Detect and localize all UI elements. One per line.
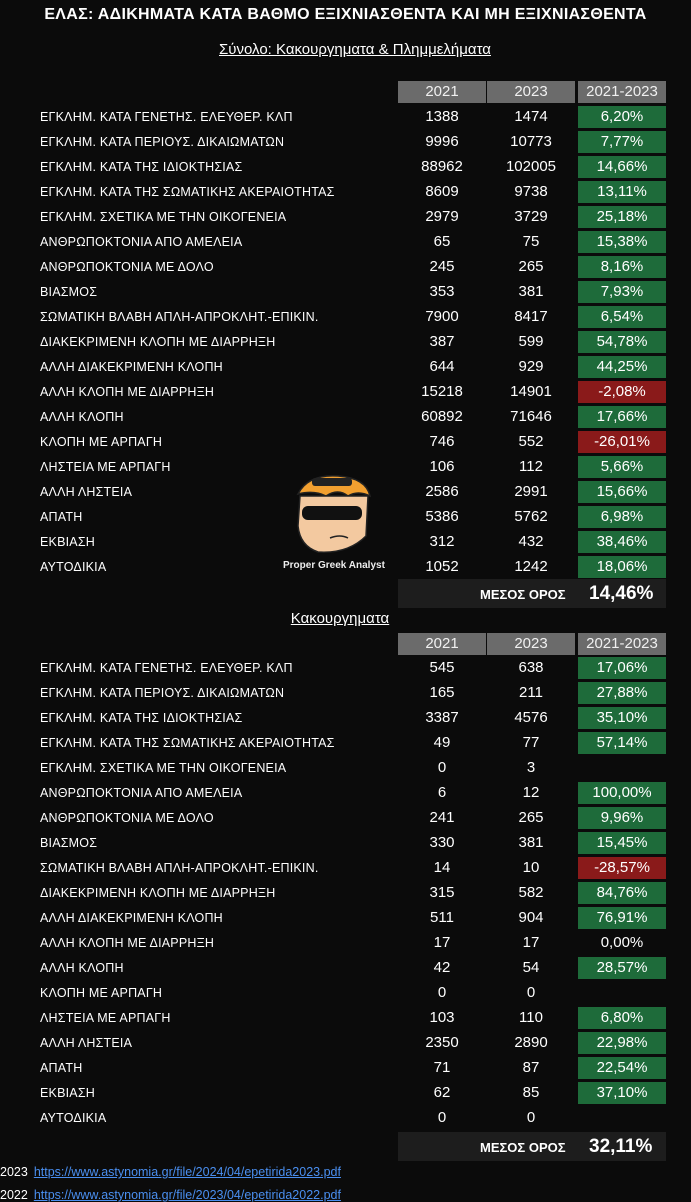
change-percent: 44,25% [578,356,666,378]
value-2021: 71 [433,1059,451,1076]
value-2023: 10773 [510,133,552,150]
value-2021: 241 [429,809,455,826]
value-2023: 77 [522,734,540,751]
change-percent: 6,54% [578,306,666,328]
row-label: ΑΛΛΗ ΛΗΣΤΕΙΑ [40,1036,133,1050]
value-2021: 312 [429,533,455,550]
value-2023: 87 [522,1059,540,1076]
value-2023: 102005 [505,158,557,175]
value-2023: 10 [522,859,540,876]
row-label: ΑΛΛΗ ΚΛΟΠΗ ΜΕ ΔΙΑΡΡΗΞΗ [40,385,215,399]
change-percent [578,1107,666,1129]
value-2023: 3729 [514,208,548,225]
value-2021: 545 [429,659,455,676]
change-percent: 15,38% [578,231,666,253]
row-label: ΑΝΘΡΩΠΟΚΤΟΝΙΑ ΜΕ ΔΟΛΟ [40,811,214,825]
value-2021: 746 [429,433,455,450]
value-2021: 245 [429,258,455,275]
row-label: ΕΓΚΛΗΜ. ΣΧΕΤΙΚΑ ΜΕ ΤΗΝ ΟΙΚΟΓΕΝΕΙΑ [40,761,287,775]
change-percent: 8,16% [578,256,666,278]
change-percent: 6,80% [578,1007,666,1029]
value-2023: 929 [518,358,544,375]
row-label: ΕΓΚΛΗΜ. ΚΑΤΑ ΤΗΣ ΣΩΜΑΤΙΚΗΣ ΑΚΕΡΑΙΟΤΗΤΑΣ [40,185,335,199]
value-2021: 644 [429,358,455,375]
source-link[interactable]: https://www.astynomia.gr/file/2024/04/epetirida2023.pdf [33,1165,341,1179]
row-label: ΑΛΛΗ ΚΛΟΠΗ [40,410,124,424]
value-2023: 552 [518,433,544,450]
change-percent: 14,66% [578,156,666,178]
value-2021: 42 [433,959,451,976]
value-2021: 0 [437,1109,447,1126]
column-header: 2021-2023 [578,633,666,655]
value-2021: 103 [429,1009,455,1026]
change-percent: 13,11% [578,181,666,203]
row-label: ΕΚΒΙΑΣΗ [40,1086,95,1100]
change-percent: 0,00% [600,934,644,951]
change-percent: 28,57% [578,957,666,979]
value-2021: 8609 [425,183,459,200]
value-2023: 71646 [510,408,552,425]
change-percent: 38,46% [578,531,666,553]
value-2021: 2350 [425,1034,459,1051]
column-header: 2021-2023 [578,81,666,103]
row-label: ΒΙΑΣΜΟΣ [40,836,98,850]
value-2023: 265 [518,809,544,826]
value-2021: 14 [433,859,451,876]
value-2023: 2991 [514,483,548,500]
value-2023: 599 [518,333,544,350]
change-percent: 76,91% [578,907,666,929]
value-2021: 60892 [421,408,463,425]
row-label: ΕΓΚΛΗΜ. ΚΑΤΑ ΓΕΝΕΤΗΣ. ΕΛΕΥΘΕΡ. ΚΛΠ [40,661,293,675]
value-2023: 110 [519,1009,543,1026]
change-percent: 25,18% [578,206,666,228]
row-label: ΑΝΘΡΩΠΟΚΤΟΝΙΑ ΜΕ ΔΟΛΟ [40,260,214,274]
row-label: ΕΓΚΛΗΜ. ΣΧΕΤΙΚΑ ΜΕ ΤΗΝ ΟΙΚΟΓΕΝΕΙΑ [40,210,287,224]
value-2021: 2979 [425,208,459,225]
change-percent: 6,20% [578,106,666,128]
change-percent: 17,66% [578,406,666,428]
value-2023: 5762 [514,508,548,525]
value-2021: 17 [433,934,451,951]
column-header: 2021 [398,81,486,103]
change-percent: 100,00% [578,782,666,804]
row-label: ΕΓΚΛΗΜ. ΚΑΤΑ ΓΕΝΕΤΗΣ. ΕΛΕΥΘΕΡ. ΚΛΠ [40,110,293,124]
row-label: ΑΥΤΟΔΙΚΙΑ [40,560,107,574]
value-2023: 85 [522,1084,540,1101]
value-2021: 2586 [425,483,459,500]
page-title: ΕΛΑΣ: ΑΔΙΚΗΜΑΤΑ ΚΑΤΑ ΒΑΘΜΟ ΕΞΙΧΝΙΑΣΘΕΝΤΑ ΚΑΙ ΜΗ ΕΞΙΧΝΙΑΣΘΕΝΤΑ [44,6,647,23]
value-2023: 1474 [514,108,548,125]
row-label: ΕΚΒΙΑΣΗ [40,535,95,549]
value-2023: 12 [522,784,540,801]
row-label: ΑΠΑΤΗ [40,510,83,524]
value-2023: 8417 [514,308,548,325]
value-2023: 582 [518,884,544,901]
row-label: ΑΛΛΗ ΔΙΑΚΕΚΡΙΜΕΝΗ ΚΛΟΠΗ [40,911,223,925]
value-2023: 9738 [514,183,548,200]
row-label: ΚΛΟΠΗ ΜΕ ΑΡΠΑΓΗ [40,986,163,1000]
value-2023: 17 [522,934,540,951]
value-2021: 165 [429,684,455,701]
row-label: ΑΝΘΡΩΠΟΚΤΟΝΙΑ ΑΠΟ ΑΜΕΛΕΙΑ [40,235,243,249]
value-2021: 62 [433,1084,451,1101]
value-2021: 6 [437,784,447,801]
row-label: ΕΓΚΛΗΜ. ΚΑΤΑ ΤΗΣ ΙΔΙΟΚΤΗΣΙΑΣ [40,160,243,174]
row-label: ΣΩΜΑΤΙΚΗ ΒΛΑΒΗ ΑΠΛΗ-ΑΠΡΟΚΛΗΤ.-ΕΠΙΚΙΝ. [40,310,319,324]
value-2021: 15218 [421,383,463,400]
value-2023: 0 [526,1109,536,1126]
value-2021: 7900 [425,308,459,325]
change-percent: 6,98% [578,506,666,528]
change-percent: 15,45% [578,832,666,854]
change-percent: 9,96% [578,807,666,829]
value-2023: 54 [522,959,540,976]
change-percent: 17,06% [578,657,666,679]
column-header: 2023 [487,633,575,655]
change-percent: 22,54% [578,1057,666,1079]
change-percent: -26,01% [578,431,666,453]
row-label: ΔΙΑΚΕΚΡΙΜΕΝΗ ΚΛΟΠΗ ΜΕ ΔΙΑΡΡΗΞΗ [40,886,276,900]
source-line [0,1165,341,1179]
value-2021: 88962 [421,158,463,175]
value-2023: 2890 [514,1034,548,1051]
change-percent: 22,98% [578,1032,666,1054]
change-percent: 5,66% [578,456,666,478]
value-2023: 211 [519,684,543,701]
column-header: 2023 [487,81,575,103]
value-2021: 511 [430,909,454,926]
value-2023: 381 [518,283,544,300]
value-2023: 265 [518,258,544,275]
value-2021: 1052 [425,558,459,575]
row-label: ΕΓΚΛΗΜ. ΚΑΤΑ ΠΕΡΙΟΥΣ. ΔΙΚΑΙΩΜΑΤΩΝ [40,686,285,700]
value-2023: 14901 [510,383,552,400]
value-2021: 315 [429,884,455,901]
value-2023: 0 [526,984,536,1001]
row-label: ΚΛΟΠΗ ΜΕ ΑΡΠΑΓΗ [40,435,163,449]
section-title: Σύνολο: Κακουργηματα & Πλημμελήματα [219,41,491,58]
row-label: ΑΛΛΗ ΔΙΑΚΕΚΡΙΜΕΝΗ ΚΛΟΠΗ [40,360,223,374]
row-label: ΑΝΘΡΩΠΟΚΤΟΝΙΑ ΑΠΟ ΑΜΕΛΕΙΑ [40,786,243,800]
value-2021: 1388 [425,108,459,125]
average-value: 14,46% [589,583,654,604]
section-title: Κακουργηματα [290,610,390,627]
value-2021: 49 [433,734,451,751]
change-percent: -2,08% [578,381,666,403]
row-label: ΑΛΛΗ ΚΛΟΠΗ [40,961,124,975]
row-label: ΛΗΣΤΕΙΑ ΜΕ ΑΡΠΑΓΗ [40,1011,171,1025]
change-percent: 15,66% [578,481,666,503]
row-label: ΕΓΚΛΗΜ. ΚΑΤΑ ΤΗΣ ΙΔΙΟΚΤΗΣΙΑΣ [40,711,243,725]
change-percent: 57,14% [578,732,666,754]
row-label: ΑΛΛΗ ΛΗΣΤΕΙΑ [40,485,133,499]
column-header: 2021 [398,633,486,655]
source-year: 2022 [0,1188,28,1202]
value-2021: 387 [429,333,455,350]
value-2021: 0 [437,759,447,776]
change-percent [578,982,666,1004]
value-2023: 1242 [514,558,548,575]
value-2021: 353 [429,283,455,300]
value-2023: 638 [518,659,544,676]
value-2021: 9996 [425,133,459,150]
row-label: ΕΓΚΛΗΜ. ΚΑΤΑ ΤΗΣ ΣΩΜΑΤΙΚΗΣ ΑΚΕΡΑΙΟΤΗΤΑΣ [40,736,335,750]
change-percent: 27,88% [578,682,666,704]
row-label: ΣΩΜΑΤΙΚΗ ΒΛΑΒΗ ΑΠΛΗ-ΑΠΡΟΚΛΗΤ.-ΕΠΙΚΙΝ. [40,861,319,875]
average-value: 32,11% [589,1136,653,1157]
logo-caption: Proper Greek Analyst [283,560,385,571]
row-label: ΑΠΑΤΗ [40,1061,83,1075]
value-2021: 106 [429,458,455,475]
value-2023: 3 [526,759,536,776]
row-label: ΑΥΤΟΔΙΚΙΑ [40,1111,107,1125]
row-label: ΑΛΛΗ ΚΛΟΠΗ ΜΕ ΔΙΑΡΡΗΞΗ [40,936,215,950]
row-label: ΕΓΚΛΗΜ. ΚΑΤΑ ΠΕΡΙΟΥΣ. ΔΙΚΑΙΩΜΑΤΩΝ [40,135,285,149]
value-2021: 330 [429,834,455,851]
value-2023: 904 [518,909,544,926]
source-year: 2023 [0,1165,28,1179]
value-2023: 381 [518,834,544,851]
change-percent: 35,10% [578,707,666,729]
row-label: ΛΗΣΤΕΙΑ ΜΕ ΑΡΠΑΓΗ [40,460,171,474]
change-percent [578,757,666,779]
row-label: ΒΙΑΣΜΟΣ [40,285,98,299]
change-percent: 7,77% [578,131,666,153]
value-2021: 65 [433,233,451,250]
source-link[interactable]: https://www.astynomia.gr/file/2023/04/epetirida2022.pdf [33,1188,341,1202]
value-2021: 3387 [425,709,459,726]
value-2023: 75 [522,233,540,250]
change-percent: 18,06% [578,556,666,578]
value-2023: 112 [519,458,543,475]
row-label: ΔΙΑΚΕΚΡΙΜΕΝΗ ΚΛΟΠΗ ΜΕ ΔΙΑΡΡΗΞΗ [40,335,276,349]
average-label: ΜΕΣΟΣ ΟΡΟΣ [480,1140,566,1155]
change-percent: -28,57% [578,857,666,879]
change-percent: 37,10% [578,1082,666,1104]
value-2021: 0 [437,984,447,1001]
change-percent: 54,78% [578,331,666,353]
value-2023: 4576 [514,709,548,726]
average-label: ΜΕΣΟΣ ΟΡΟΣ [480,587,566,602]
change-percent: 84,76% [578,882,666,904]
change-percent: 7,93% [578,281,666,303]
value-2023: 432 [518,533,544,550]
value-2021: 5386 [425,508,459,525]
